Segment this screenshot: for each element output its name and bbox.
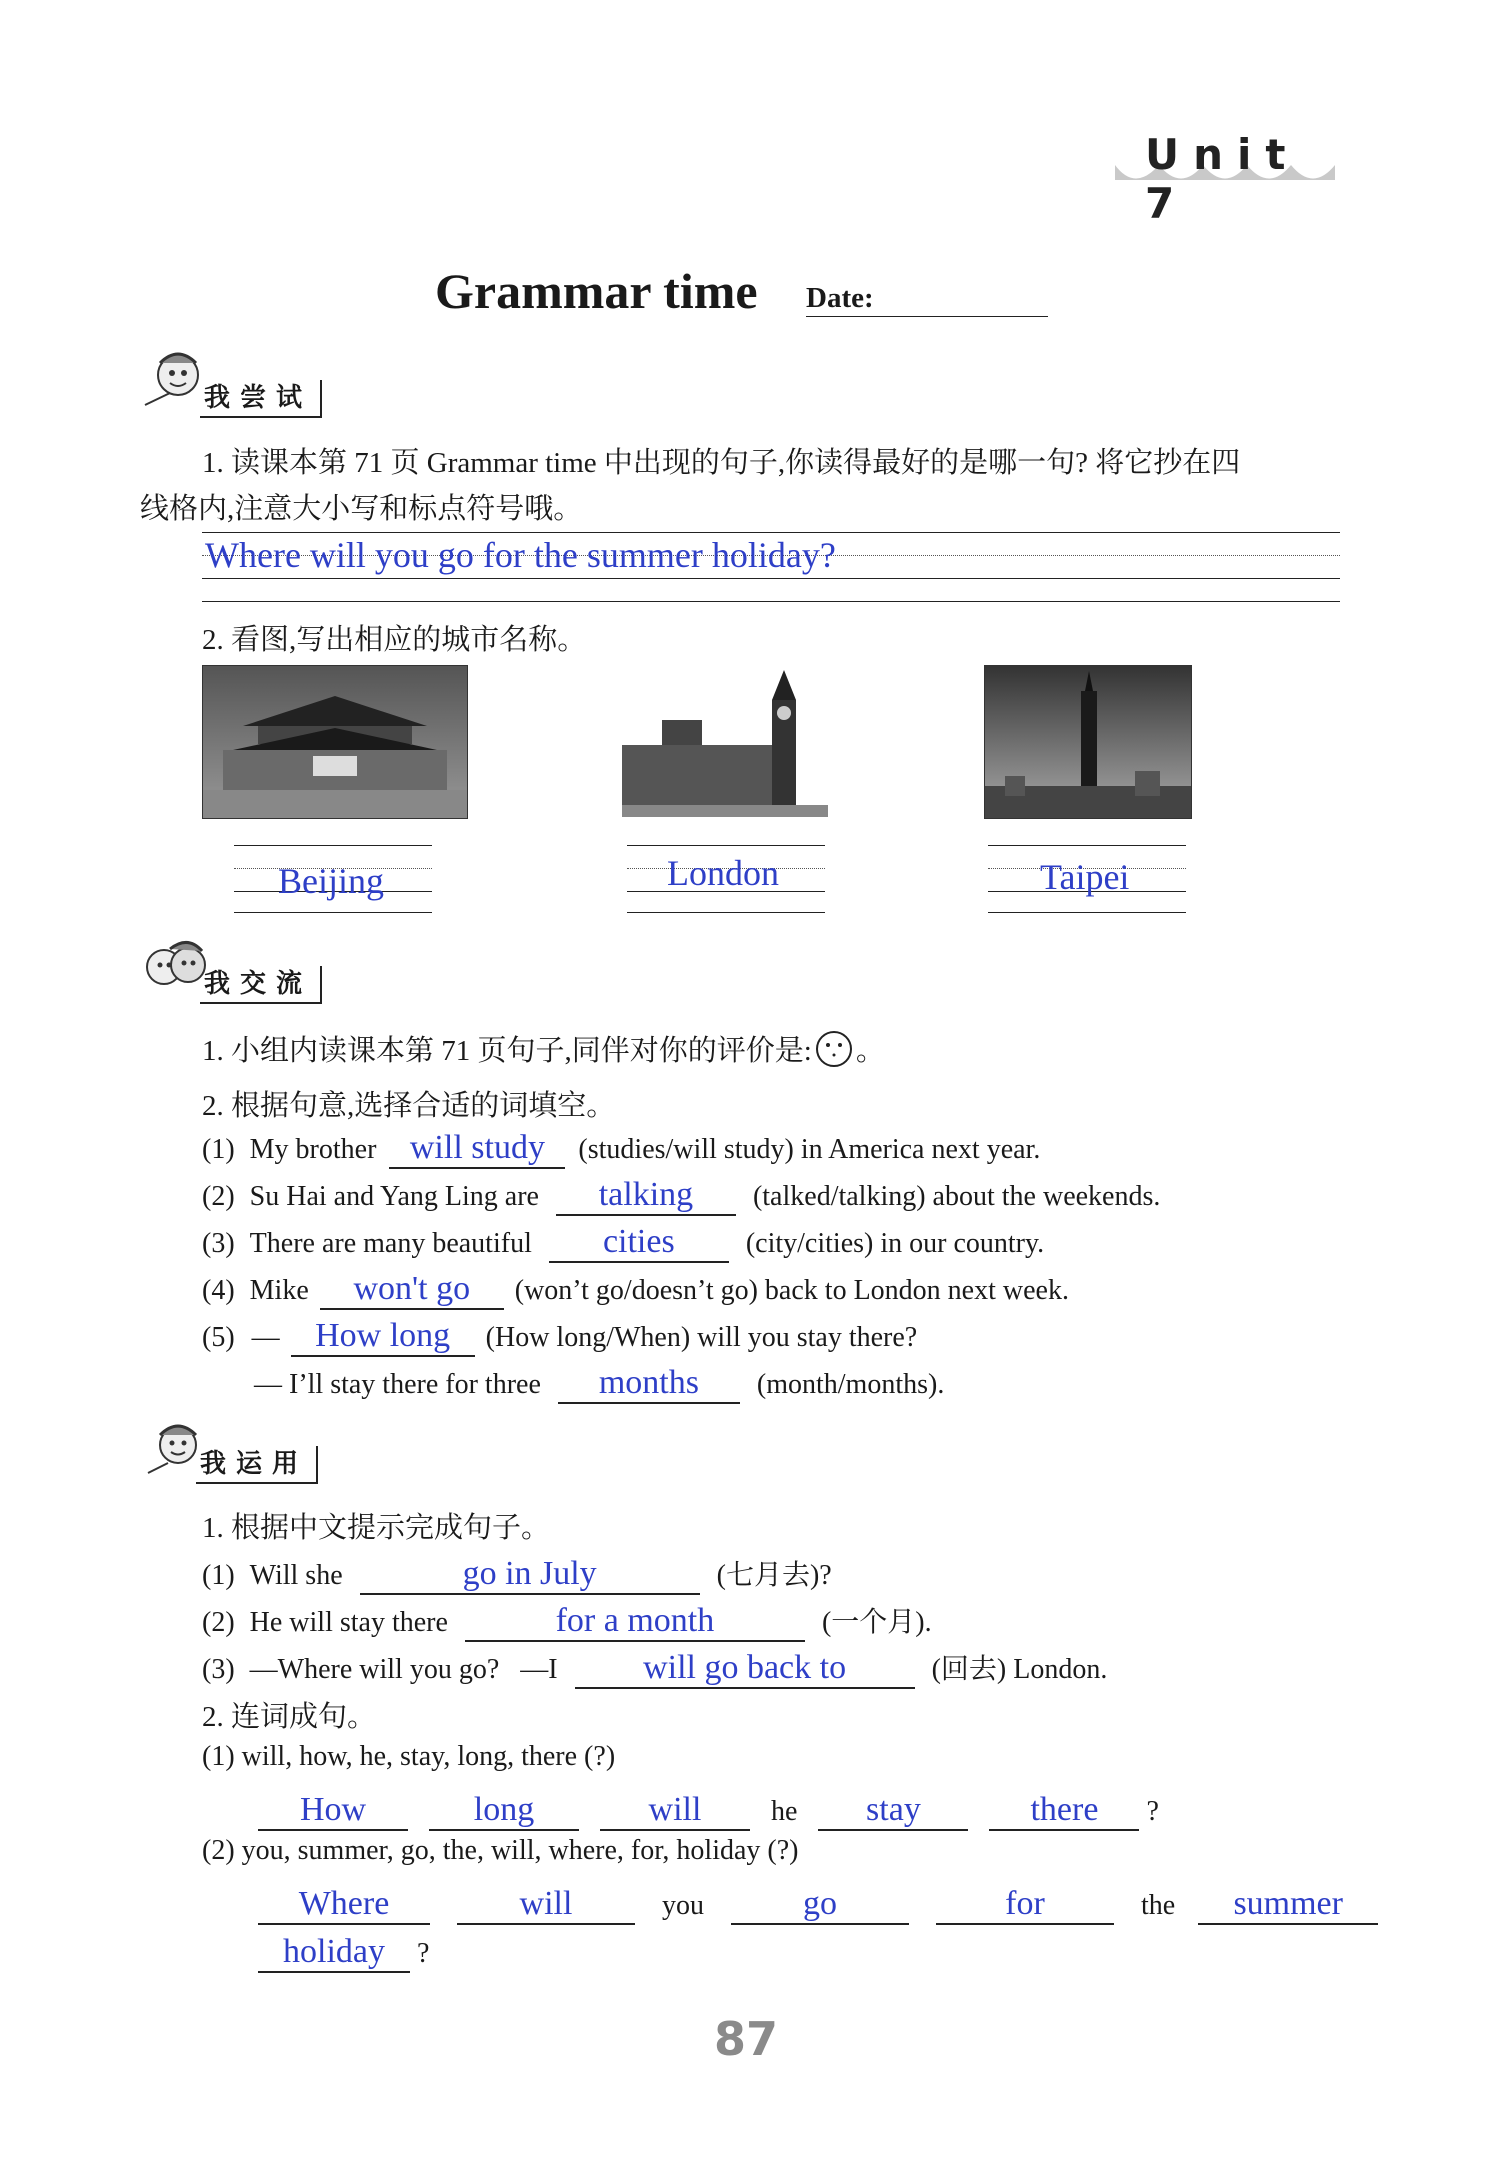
s1-q1-line1: 1. 读课本第 71 页 Grammar time 中出现的句子,你读得最好的是哪一句? 将它抄在四 [202,447,1241,479]
section-label: 我交流 [200,966,322,1004]
blank[interactable] [291,1316,475,1357]
answer: go in July [462,1555,597,1592]
item-post: (回去) London. [931,1654,1108,1685]
city1-line-top [234,845,432,846]
item-pre: Su Hai and Yang Ling are [249,1181,539,1212]
s3-s1-answer-row [258,1790,1159,1831]
blank[interactable] [936,1884,1114,1925]
item-post: (city/cities) in our country. [745,1228,1045,1259]
city2-line-top [627,845,825,846]
item-num: (3) [202,1654,235,1685]
blank[interactable] [558,1363,740,1404]
given-word: he [771,1796,798,1827]
item-post: (studies/will study) in America next year. [578,1134,1041,1165]
answer: will study [409,1129,545,1166]
item-pre: Mike [249,1275,309,1306]
s1-q1-line2: 线格内,注意大小写和标点符号哦。 [140,493,583,525]
s3-s2-answer-row [258,1884,1378,1925]
item-num: (3) [202,1228,235,1259]
s3-item-3 [202,1647,1107,1689]
item-pre: He will stay there [249,1607,448,1638]
answer: for [1005,1885,1045,1922]
photo-taipei [984,665,1192,819]
date-label: Date: [806,282,874,314]
answer: go [803,1885,837,1922]
answer: will [519,1885,573,1922]
s2-item-1 [202,1128,1040,1169]
s3-s2-prompt: (2) you, summer, go, the, will, where, for, holiday (?) [202,1835,799,1866]
answer: holiday [283,1933,385,1970]
city-answer-london: London [667,853,779,893]
s2-item-5b [254,1363,944,1404]
s3-item-2 [202,1600,932,1642]
s3-s2-answer-row2 [258,1932,429,1973]
answer: summer [1233,1885,1343,1922]
photo-london [622,665,828,817]
blank[interactable] [320,1269,504,1310]
given-word: you [662,1890,704,1921]
answer: won't go [353,1270,471,1307]
blank[interactable] [556,1175,736,1216]
s2-item-3 [202,1222,1044,1263]
answer: will go back to [643,1649,847,1686]
s1-q1-answer: Where will you go for the summer holiday? [205,535,836,575]
end-mark: ? [417,1938,430,1969]
item-post: (一个月). [821,1607,932,1638]
blank[interactable] [429,1790,579,1831]
s2-q2: 2. 根据句意,选择合适的词填空。 [202,1090,616,1122]
s3-item-1 [202,1553,832,1595]
section-label: 我运用 [196,1446,318,1484]
item-pre: — I’ll stay there for three [254,1369,541,1400]
answer: will [648,1791,702,1828]
item-post: (talked/talking) about the weekends. [752,1181,1161,1212]
grid-line-1 [202,532,1340,533]
city3-line-top [988,845,1186,846]
item-pre: Will she [249,1560,343,1591]
s2-item-4 [202,1269,1069,1310]
item-num: (4) [202,1275,235,1306]
s3-q1: 1. 根据中文提示完成句子。 [202,1512,551,1544]
grid-line-3 [202,578,1340,579]
grid-line-4 [202,601,1340,602]
blank[interactable] [989,1790,1139,1831]
city-answer-beijing: Beijing [278,861,384,901]
blank[interactable] [258,1884,430,1925]
date-line [806,316,1048,317]
item-pre: —Where will you go? —I [249,1654,558,1685]
s3-s1-prompt: (1) will, how, he, stay, long, there (?) [202,1741,616,1772]
page-title: Grammar time [435,263,758,319]
page-number: 87 [714,2012,779,2066]
item-post: (month/months). [756,1369,945,1400]
section-label: 我尝试 [200,380,322,418]
blank[interactable] [731,1884,909,1925]
s3-q2: 2. 连词成句。 [202,1701,377,1733]
item-pre: My brother [249,1134,377,1165]
blank[interactable] [457,1884,635,1925]
blank[interactable] [1198,1884,1378,1925]
city-answer-taipei: Taipei [1040,857,1130,897]
answer: for a month [555,1602,715,1639]
item-num: (2) [202,1607,235,1638]
item-post: (How long/When) will you stay there? [485,1322,918,1353]
section-header-apply [196,1446,318,1484]
section-header-communicate [200,966,322,1004]
given-word: the [1141,1890,1176,1921]
item-num: (1) [202,1560,235,1591]
s2-q1 [202,1028,885,1069]
answer: How [299,1791,367,1828]
blank[interactable] [575,1648,915,1689]
answer: talking [598,1176,694,1213]
item-pre: There are many beautiful [249,1228,532,1259]
s2-q1-text: 1. 小组内读课本第 71 页句子,同伴对你的评价是: [202,1035,812,1067]
end-mark: ? [1146,1796,1159,1827]
unit-title: Unit 7 [1145,130,1300,228]
city1-line-base [234,912,432,913]
blank[interactable] [600,1790,750,1831]
answer: stay [866,1791,921,1828]
answer: there [1030,1791,1099,1828]
s2-item-5 [202,1316,917,1357]
s2-item-2 [202,1175,1160,1216]
photo-beijing [202,665,468,819]
s1-q2: 2. 看图,写出相应的城市名称。 [202,624,587,656]
city3-line-base [988,912,1186,913]
blank[interactable] [818,1790,968,1831]
answer: cities [602,1223,675,1260]
answer: Where [298,1885,390,1922]
s2-q1-end: 。 [855,1035,885,1067]
item-post: (won’t go/doesn’t go) back to London next week. [514,1275,1069,1306]
blank[interactable] [258,1932,410,1973]
smiley-face-icon [814,1029,854,1069]
blank[interactable] [549,1222,729,1263]
answer: long [473,1791,535,1828]
answer: How long [315,1317,451,1354]
city2-line-base [627,912,825,913]
item-num: (5) [202,1322,235,1353]
item-post: (七月去)? [716,1560,832,1591]
item-num: (2) [202,1181,235,1212]
blank[interactable] [360,1554,700,1595]
section-header-try [200,380,322,418]
unit-badge [1115,130,1335,228]
blank[interactable] [389,1128,565,1169]
answer: months [598,1364,699,1401]
blank[interactable] [465,1601,805,1642]
item-num: (1) [202,1134,235,1165]
blank[interactable] [258,1790,408,1831]
item-pre: — [251,1322,280,1353]
